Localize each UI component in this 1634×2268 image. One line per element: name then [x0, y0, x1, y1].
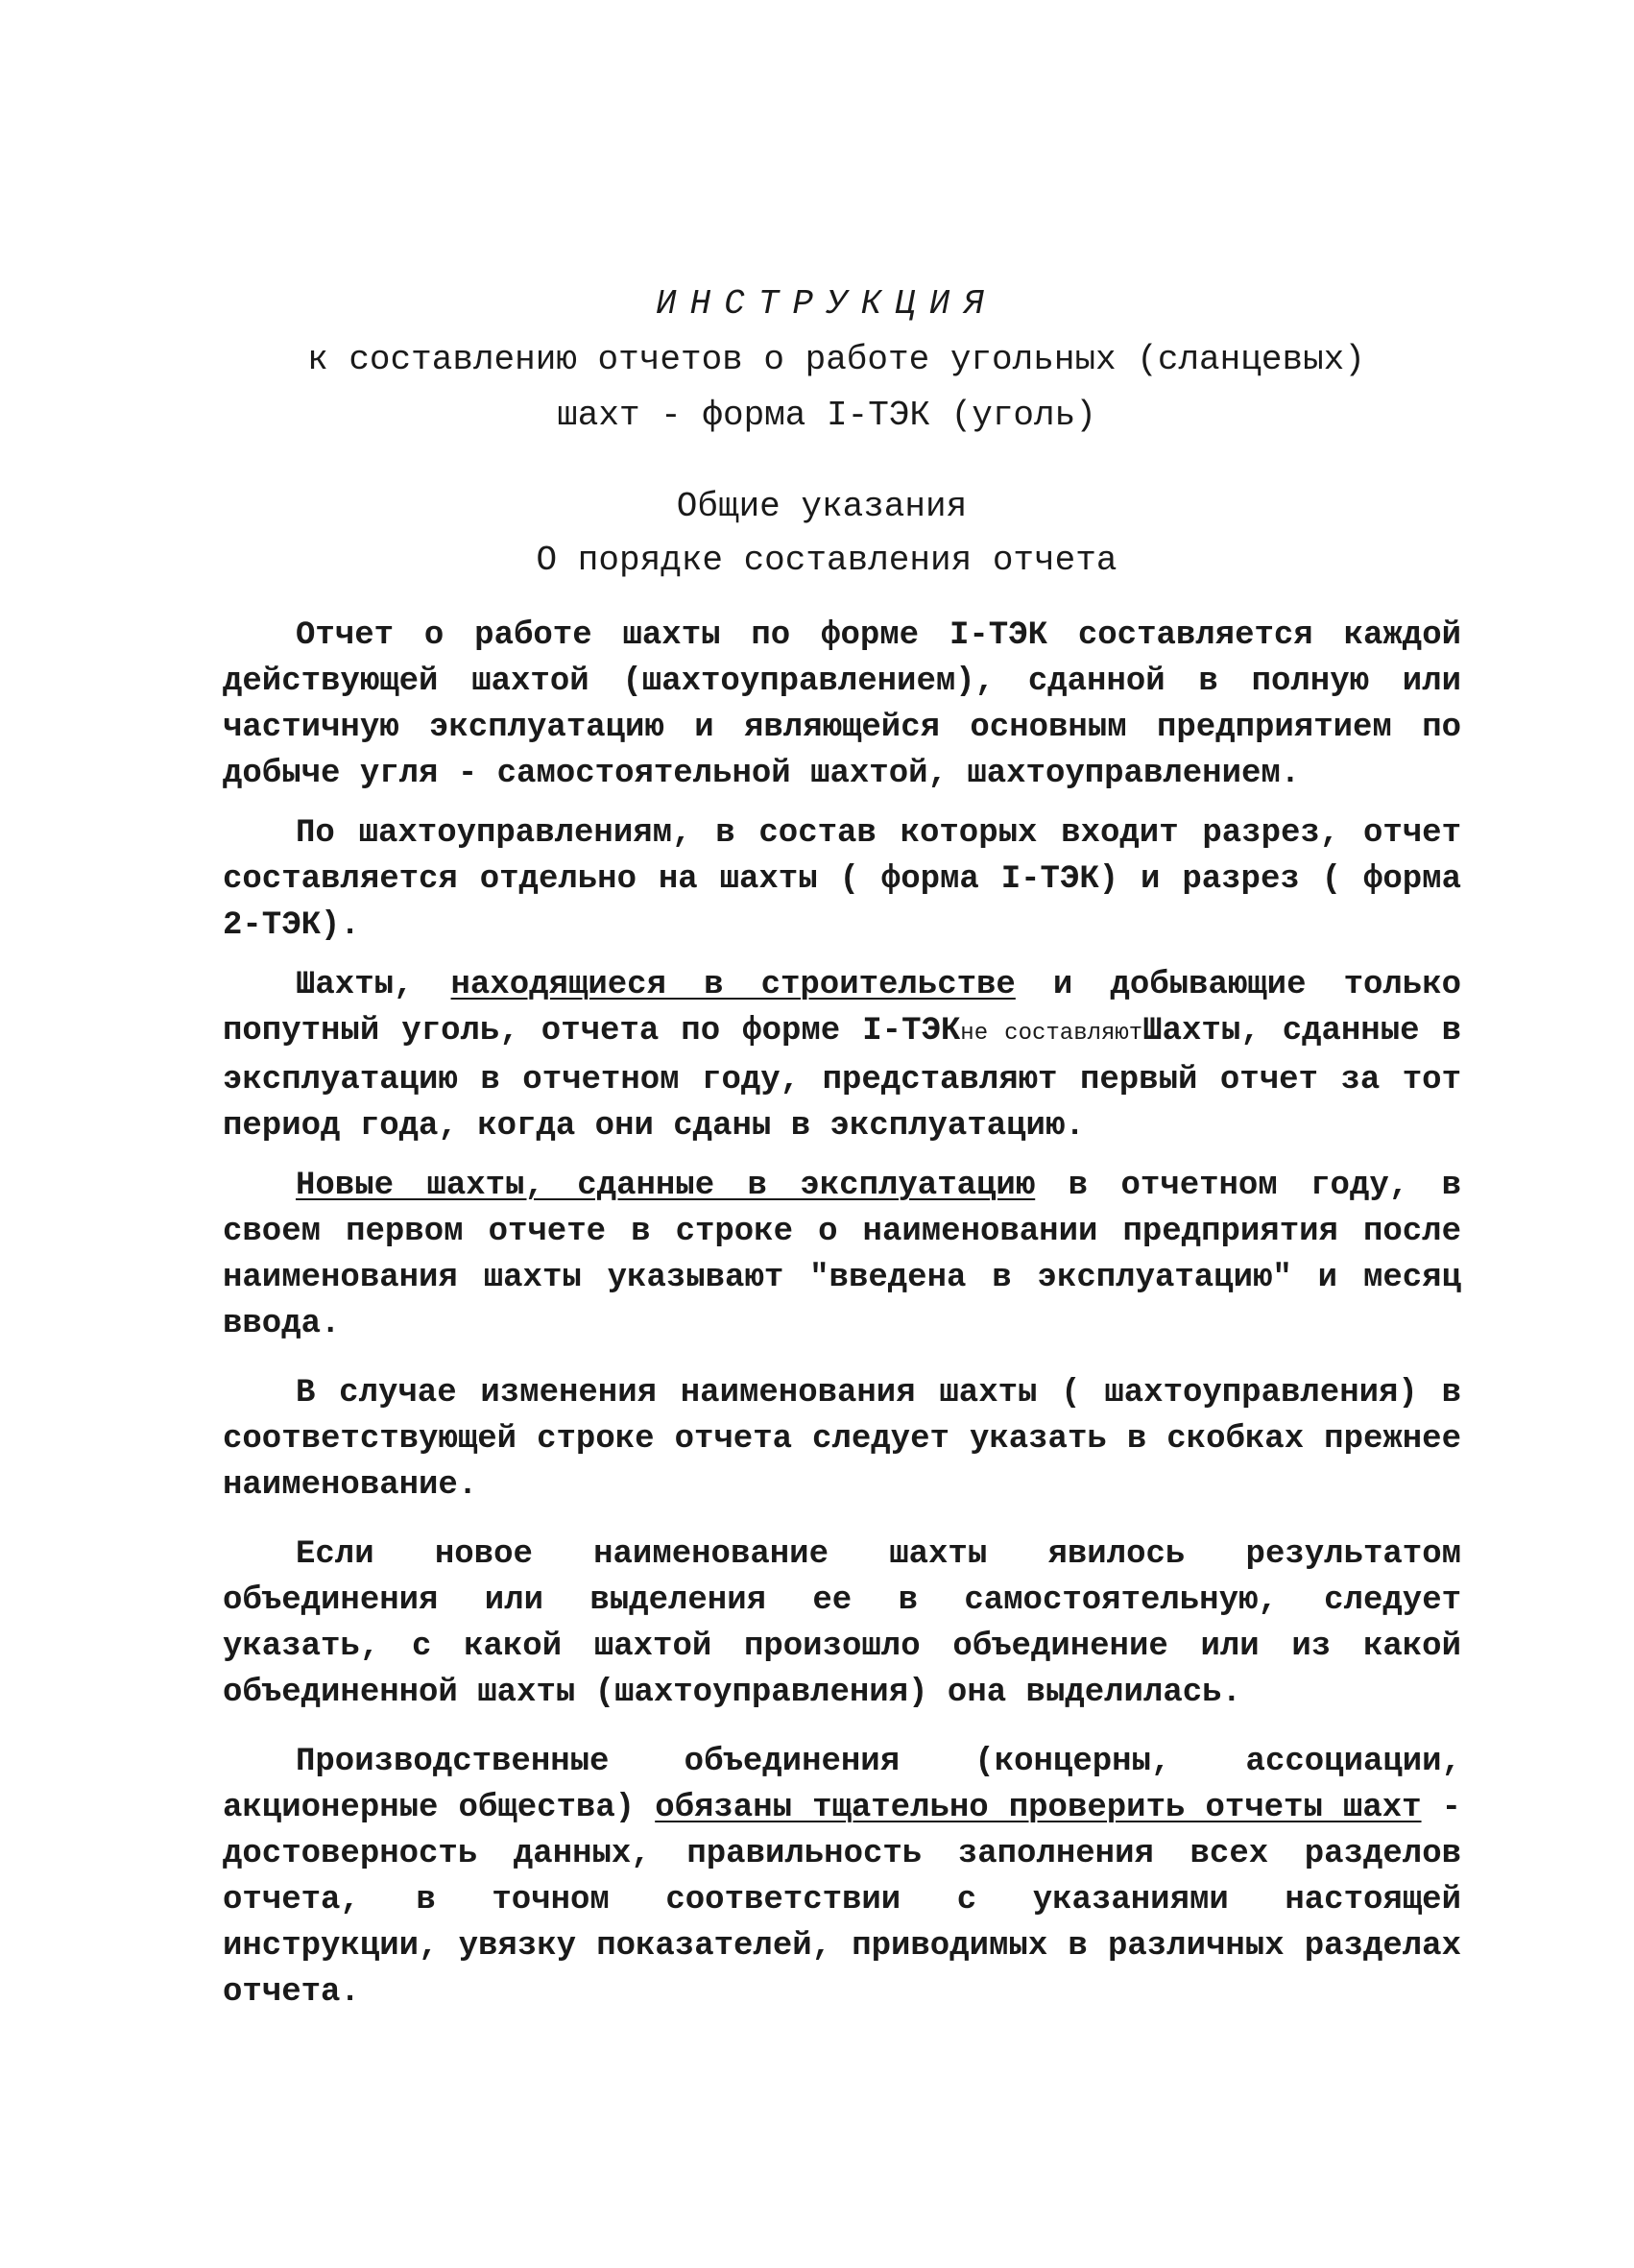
paragraph-7-text-b: - достоверность данных, правильность заполнения всех разделов отчета, в точном соответствии с указаниями настоящей инструкции, увязку показателей, приводимых в различных разделах отчета. [223, 1790, 1462, 2011]
paragraph-3 [223, 962, 1461, 1149]
paragraph-3-underlined: находящиеся в строительстве [450, 967, 1016, 1003]
paragraph-5: В случае изменения наименования шахты ( шахтоуправления) в соответствующей строке отчета следует указать в скобках прежнее наименование. [223, 1375, 1461, 1504]
paragraph-3-text-a: Шахты, [296, 967, 451, 1003]
paragraph-1: Отчет о работе шахты по форме I-ТЭК составляется каждой действующей шахтой (шахтоуправлением), сданной в полную или частичную эксплуатацию и являющейся основным предприятием по добыче угля - самостоятельной шахтой, шахтоуправлением. [223, 617, 1461, 792]
section-heading-line1: Общие указания [676, 487, 968, 526]
paragraph-7-text-a: Производственные объединения (концерны, ассоциации, акционерные общества) [223, 1744, 1461, 1826]
paragraph-3-small-insert: не составляют [960, 1021, 1143, 1047]
paragraph-7-underlined: обязаны тщательно проверить отчеты шахт [655, 1790, 1422, 1826]
paragraph-4-text: в отчетном году, в своем первом отчете в строке о наименовании предприятия после наименования шахты указывают "введена в эксплуатацию" и месяц ввода. [223, 1168, 1461, 1342]
document-subtitle-line1: к составлению отчетов о работе угольных (сланцевых) [307, 340, 1365, 379]
paragraph-6: Если новое наименование шахты явилось результатом объединения или выделения ее в самостоятельную, следует указать, с какой шахтой произошло объединение или из какой объединенной шахты (шахтоуправления) она выделилась. [223, 1536, 1461, 1711]
body-text [223, 613, 1461, 2015]
title-block [0, 277, 1634, 444]
paragraph-3-text-b: и добывающие только попутный уголь, отчета по форме I-ТЭК [223, 967, 1461, 1050]
document-subtitle-line2: шахт - форма I-ТЭК (уголь) [557, 396, 1096, 435]
paragraph-4 [223, 1163, 1461, 1347]
document-title: ИНСТРУКЦИЯ [655, 284, 998, 324]
paragraph-7 [223, 1739, 1461, 2015]
paragraph-2: По шахтоуправлениям, в состав которых входит разрез, отчет составляется отдельно на шахты ( форма I-ТЭК) и разрез ( форма 2-ТЭК). [223, 815, 1461, 944]
section-heading-line2: О порядке составления отчета [536, 541, 1117, 580]
paragraph-4-underlined: Новые шахты, сданные в эксплуатацию [296, 1168, 1036, 1204]
section-heading [0, 480, 1634, 588]
paragraph-3-text-c: Шахты, сданные в эксплуатацию в отчетном году, представляют первый отчет за тот период года, когда они сданы в эксплуатацию. [223, 1013, 1461, 1145]
